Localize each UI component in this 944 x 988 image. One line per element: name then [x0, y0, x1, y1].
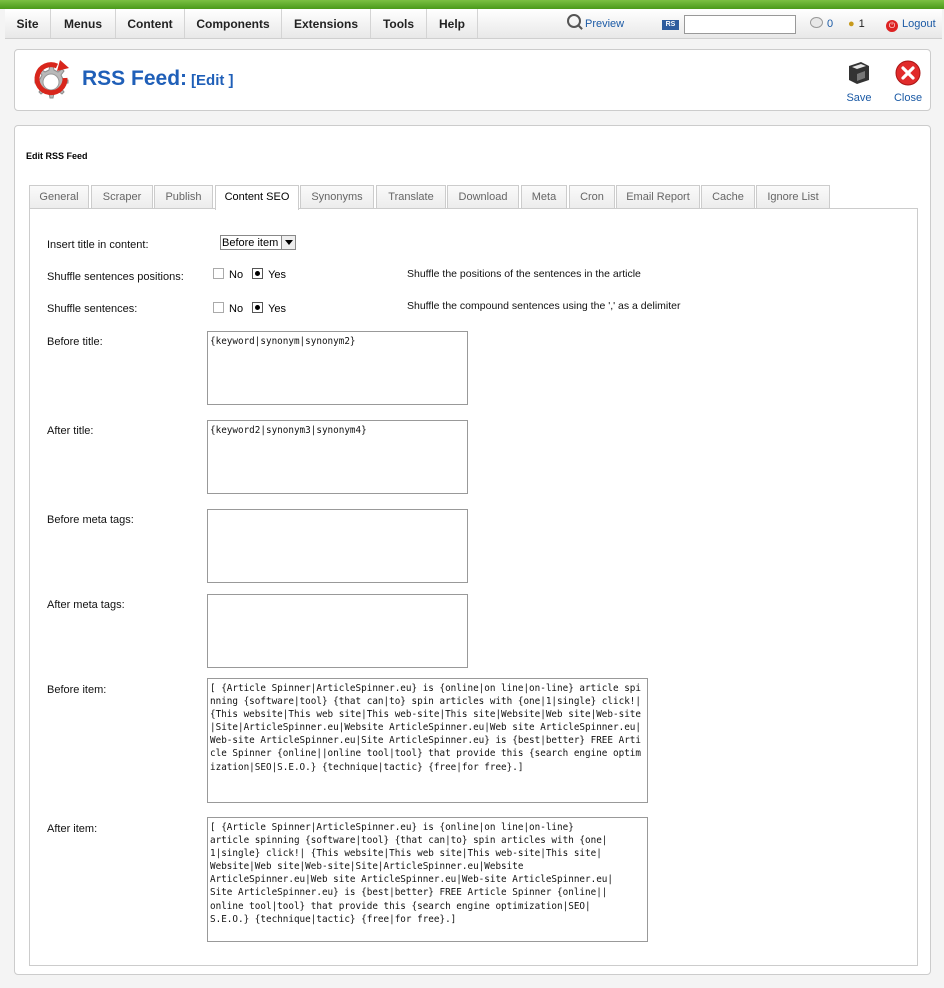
- shuffle-sentences-label: Shuffle sentences:: [47, 303, 138, 315]
- tab-content-seo[interactable]: Content SEO: [215, 185, 299, 210]
- after-meta-textarea[interactable]: [207, 594, 468, 668]
- after-item-label: After item:: [47, 823, 98, 835]
- tab-email-report[interactable]: Email Report: [616, 185, 700, 208]
- chevron-down-icon: [281, 236, 295, 249]
- floppy-disk-icon: [846, 60, 872, 86]
- gear-logo-icon: [27, 56, 73, 102]
- page-subtitle: [Edit ]: [191, 72, 234, 89]
- before-title-label: Before title:: [47, 336, 103, 348]
- save-button[interactable]: Save: [837, 60, 881, 104]
- message-icon: [810, 17, 823, 28]
- close-button[interactable]: Close: [886, 60, 930, 104]
- after-title-label: After title:: [47, 425, 94, 437]
- tab-download[interactable]: Download: [447, 185, 519, 208]
- tab-publish[interactable]: Publish: [154, 185, 213, 208]
- before-item-textarea[interactable]: [ {Article Spinner|ArticleSpinner.eu} is {online|on line|on-line} article spinning {software|tool} {that can|to} spin articles with {one|1|single} click!| {This website|This web site|This web-site|This site|Website|Web site|Web-site|Site|ArticleSpinner.eu|Website ArticleSpinner.eu|Web site ArticleSpinner.eu|Web-site ArticleSpinner.eu|Site ArticleSpinner.eu} is {best|better} FREE Article Spinner {online||online tool|tool} that provide this {search engine optimization|SEO|S.E.O.} {technique|tactic} {free|for free}.]: [207, 678, 648, 803]
- shuffle-positions-note: Shuffle the positions of the sentences in the article: [407, 268, 641, 280]
- content-seo-panel: [29, 208, 918, 966]
- messages-link[interactable]: 0: [810, 9, 833, 38]
- users-icon: ●: [848, 18, 855, 30]
- shuffle-sentences-radio-group: No Yes: [213, 302, 286, 315]
- tab-general[interactable]: General: [29, 185, 89, 208]
- menu-components[interactable]: Components: [185, 9, 282, 38]
- top-accent-bar: [0, 0, 944, 9]
- logout-link[interactable]: ⏻ Logout: [886, 9, 936, 38]
- shuffle-positions-no-radio[interactable]: [213, 268, 224, 279]
- shuffle-sentences-no-radio[interactable]: [213, 302, 224, 313]
- insert-title-select[interactable]: Before item: [220, 235, 296, 250]
- edit-form-container: [14, 125, 931, 975]
- tab-synonyms[interactable]: Synonyms: [300, 185, 374, 208]
- shuffle-sentences-note: Shuffle the compound sentences using the ',' as a delimiter: [407, 300, 681, 312]
- menu-site[interactable]: Site: [5, 9, 51, 38]
- menu-extensions[interactable]: Extensions: [282, 9, 371, 38]
- after-item-textarea[interactable]: [ {Article Spinner|ArticleSpinner.eu} is {online|on line|on-line} article spinning {software|tool} {that can|to} spin articles with {one| 1|single} click!| {This website|This web site|This web-site|This site| Website|Web site|Web-site|Site|ArticleSpinner.eu|Website ArticleSpinner.eu|Web site ArticleSpinner.eu|Web-site ArticleSpinner.eu| Site ArticleSpinner.eu} is {best|better} FREE Article Spinner {online|| online tool|tool} that provide this {search engine optimization|SEO| S.E.O.} {technique|tactic} {free|for free}.]: [207, 817, 648, 942]
- rs-search-input[interactable]: [684, 15, 796, 34]
- tab-cache[interactable]: Cache: [701, 185, 755, 208]
- before-item-label: Before item:: [47, 684, 107, 696]
- form-section-title: Edit RSS Feed: [26, 151, 88, 161]
- insert-title-label: Insert title in content:: [47, 239, 149, 251]
- tab-meta[interactable]: Meta: [521, 185, 567, 208]
- before-title-textarea[interactable]: {keyword|synonym|synonym2}: [207, 331, 468, 405]
- shuffle-sentences-yes-radio[interactable]: [252, 302, 263, 313]
- online-users: ● 1: [848, 18, 865, 30]
- before-meta-textarea[interactable]: [207, 509, 468, 583]
- preview-link[interactable]: Preview: [567, 9, 624, 38]
- before-meta-label: Before meta tags:: [47, 514, 134, 526]
- page-title: RSS Feed: [Edit ]: [82, 67, 234, 90]
- menu-menus[interactable]: Menus: [51, 9, 116, 38]
- menu-bar: [5, 9, 942, 39]
- after-title-textarea[interactable]: {keyword2|synonym3|synonym4}: [207, 420, 468, 494]
- menu-content[interactable]: Content: [116, 9, 185, 38]
- toolbar-header: [14, 49, 931, 111]
- tab-cron[interactable]: Cron: [569, 185, 615, 208]
- magnifier-icon: [567, 14, 581, 28]
- shuffle-positions-radio-group: No Yes: [213, 268, 286, 281]
- shuffle-positions-yes-radio[interactable]: [252, 268, 263, 279]
- after-meta-label: After meta tags:: [47, 599, 125, 611]
- shuffle-positions-label: Shuffle sentences positions:: [47, 271, 184, 283]
- close-icon: [895, 60, 921, 86]
- logout-icon: ⏻: [886, 20, 898, 32]
- tab-translate[interactable]: Translate: [376, 185, 446, 208]
- tab-scraper[interactable]: Scraper: [91, 185, 153, 208]
- tab-ignore-list[interactable]: Ignore List: [756, 185, 830, 208]
- rs-badge-icon: RS: [662, 20, 679, 30]
- menu-tools[interactable]: Tools: [371, 9, 427, 38]
- menu-help[interactable]: Help: [427, 9, 478, 38]
